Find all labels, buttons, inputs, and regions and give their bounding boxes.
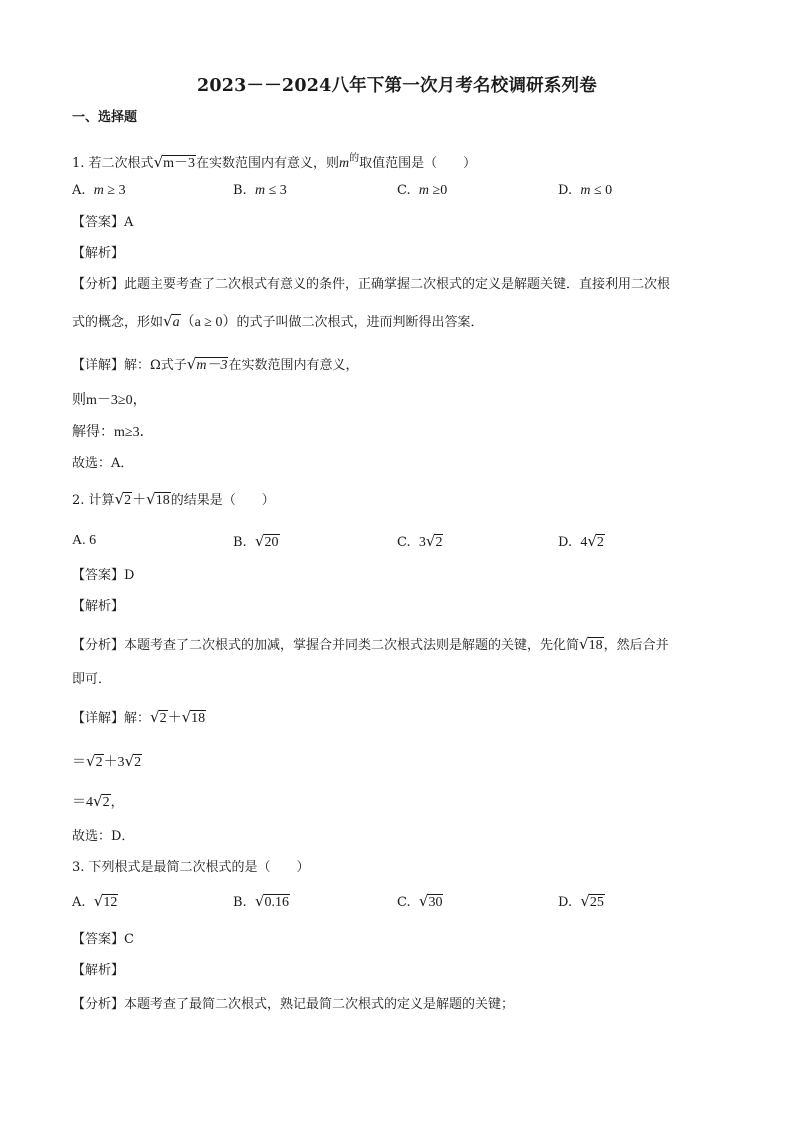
q2-option-d: D. 4√2: [558, 532, 604, 550]
q1-answer: 【答案】A: [72, 215, 134, 230]
q2-detail: 【详解】解：√2＋√18: [72, 708, 206, 726]
q2-choice: 故选：D．: [72, 829, 135, 844]
q2-option-a: A. 6: [72, 533, 97, 548]
section-heading: 一、选择题: [72, 110, 138, 125]
question-2: 2. 计算√2＋√18的结果是（ ）: [72, 490, 275, 508]
q2-analysis-line-2: 即可．: [72, 672, 112, 687]
q2-option-c: C. 3√2: [397, 532, 443, 550]
q1-analysis-line-2: 式的概念，形如√a（a ≥ 0）的式子叫做二次根式，进而判断得出答案．: [72, 312, 484, 330]
q1-option-c: C. m ≥0: [397, 183, 448, 198]
q2-answer: 【答案】D: [72, 568, 135, 583]
q2-option-b: B. √20: [233, 532, 279, 550]
q1-step-1: 则m－3≥0，: [72, 393, 147, 408]
question-number: 3.: [72, 860, 85, 875]
q3-analysis-label: 【解析】: [72, 963, 125, 978]
q2-step-2: ＝4√2，: [72, 792, 124, 810]
q1-step-2: 解得：m≥3．: [72, 425, 154, 440]
q3-option-c: C. √30: [397, 892, 443, 910]
q2-analysis-line-1: 【分析】本题考查了二次根式的加减，掌握合并同类二次根式法则是解题的关键，先化简√18，然后合并: [72, 635, 669, 653]
q3-option-b: B. √0.16: [233, 892, 290, 910]
q1-option-d: D. m ≤ 0: [558, 183, 613, 198]
q3-analysis-line-1: 【分析】本题考查了最简二次根式，熟记最简二次根式的定义是解题的关键；: [72, 997, 515, 1012]
page-title: 2023－－2024八年下第一次月考名校调研系列卷: [197, 76, 597, 96]
q1-detail: 【详解】解：Ω式子√m－3在实数范围内有意义，: [72, 355, 359, 373]
q1-option-a: A. m ≥ 3: [72, 183, 126, 198]
q3-option-d: D. √25: [558, 892, 604, 910]
q3-answer: 【答案】C: [72, 932, 134, 947]
question-number: 1.: [72, 156, 85, 171]
question-number: 2.: [72, 493, 85, 508]
q2-analysis-label: 【解析】: [72, 599, 125, 614]
q1-choice: 故选：A．: [72, 456, 134, 471]
sqrt-expression: √m－3: [153, 153, 196, 171]
question-1: 1. 若二次根式√m－3在实数范围内有意义，则$m^的$取值范围是（ ）: [72, 153, 477, 171]
q1-analysis-line-1: 【分析】此题主要考查了二次根式有意义的条件，正确掌握二次根式的定义是解题关键．直接利用二次根: [72, 277, 671, 292]
question-3: 3. 下列根式是最简二次根式的是（ ）: [72, 860, 310, 875]
q2-step-1: ＝√2＋3√2: [72, 752, 142, 770]
q1-analysis-label: 【解析】: [72, 246, 125, 261]
q3-option-a: A. √12: [72, 892, 118, 910]
q1-option-b: B. m ≤ 3: [233, 183, 287, 198]
